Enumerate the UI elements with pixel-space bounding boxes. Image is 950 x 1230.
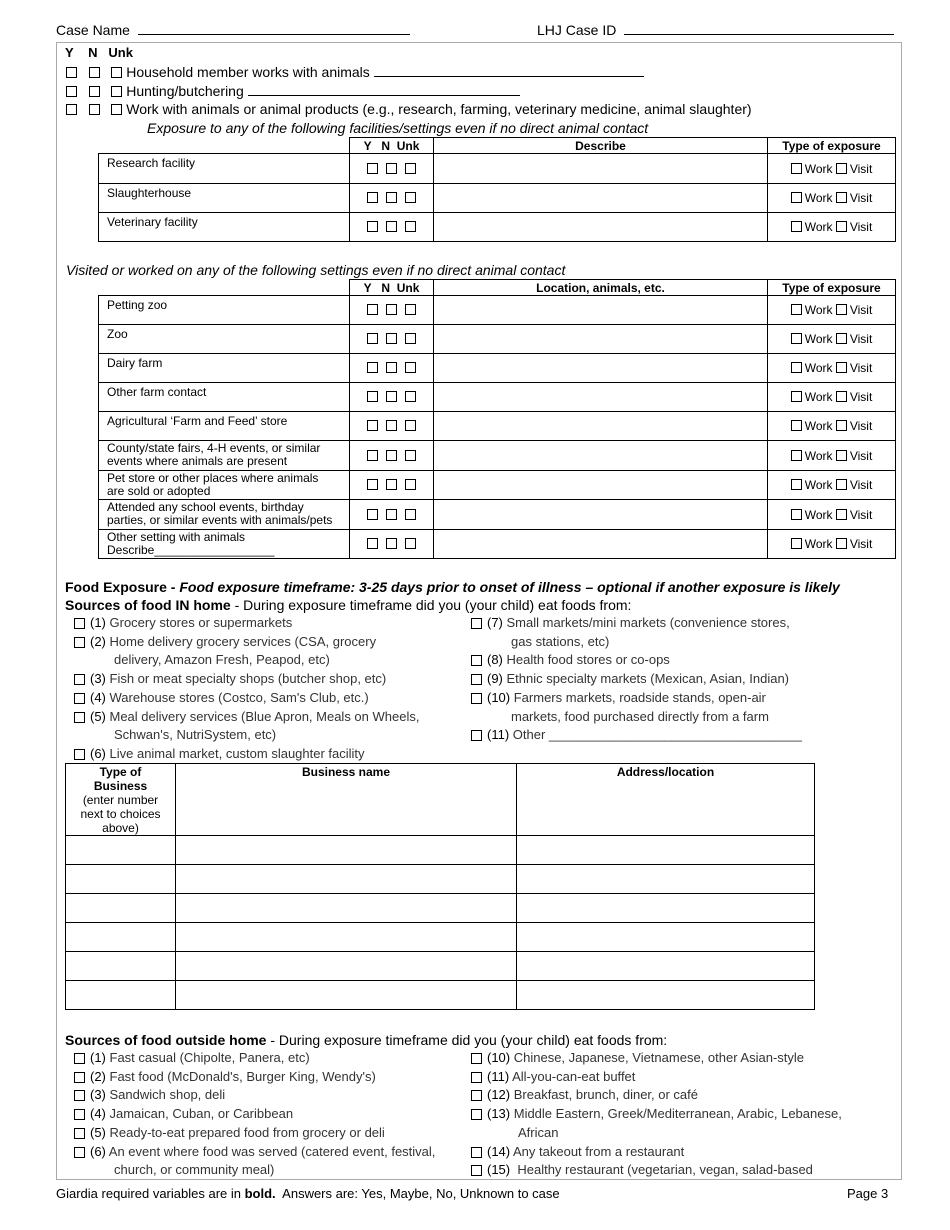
food-source-option[interactable]: (2) Fast food (McDonald's, Burger King, Wendy's) [74,1069,376,1084]
col-type-business: Type of Business (enter number next to choices above) [66,764,176,836]
checkbox-unk[interactable] [405,450,416,461]
business-name-cell[interactable] [176,952,517,981]
visit-checkbox[interactable] [836,163,847,174]
food-source-option[interactable]: (3) Sandwich shop, deli [74,1087,225,1102]
food-source-option[interactable]: (9) Ethnic specialty markets (Mexican, Asian, Indian) [471,671,789,686]
checkbox-y[interactable] [367,304,378,315]
option-checkbox[interactable] [471,1090,482,1101]
checkbox-y[interactable] [367,538,378,549]
food-source-option[interactable]: (6) Live animal market, custom slaughter facility [74,746,365,761]
checkbox-unk[interactable] [405,192,416,203]
food-source-option[interactable]: (15) Healthy restaurant (vegetarian, vegan, salad-based [471,1162,813,1177]
question-label: Work with animals or animal products (e.g., research, farming, veterinary medicine, animal slaughter) [126,101,752,117]
option-checkbox[interactable] [74,637,85,648]
business-table [65,763,815,1010]
work-checkbox[interactable] [791,304,802,315]
food-source-option[interactable]: (13) Middle Eastern, Greek/Mediterranean, Arabic, Lebanese, [471,1106,842,1121]
food-source-option[interactable]: (4) Jamaican, Cuban, or Caribbean [74,1106,293,1121]
address-cell[interactable] [517,894,815,923]
describe-cell[interactable] [434,154,768,184]
option-checkbox[interactable] [74,1072,85,1083]
option-checkbox[interactable] [74,1109,85,1120]
option-checkbox[interactable] [74,1147,85,1158]
facility-name: Research facility [99,154,350,184]
checkbox-n[interactable] [386,304,397,315]
describe-cell[interactable] [434,184,768,213]
facilities-intro: Exposure to any of the following facilities/settings even if no direct animal contact [147,120,649,136]
visit-label: Visit [849,161,873,176]
checkbox-n[interactable] [386,509,397,520]
business-name-cell[interactable] [176,981,517,1010]
location-cell[interactable] [434,471,768,500]
question-household-member[interactable] [66,64,644,80]
location-cell[interactable] [434,500,768,530]
visit-checkbox[interactable] [836,362,847,373]
option-checkbox[interactable] [74,1090,85,1101]
setting-name: Petting zoo [99,296,350,325]
visit-checkbox[interactable] [836,192,847,203]
work-label: Work [804,507,833,522]
visit-checkbox[interactable] [836,333,847,344]
checkbox-unk[interactable] [405,221,416,232]
question-label: Hunting/butchering [126,83,244,99]
col-address: Address/location [517,764,815,836]
address-cell[interactable] [517,865,815,894]
type-cell[interactable] [66,952,176,981]
visit-label: Visit [849,478,873,492]
checkbox-y[interactable] [66,86,77,97]
food-source-option[interactable]: (1) Fast casual (Chipolte, Panera, etc) [74,1050,310,1065]
checkbox-y[interactable] [367,450,378,461]
checkbox-n[interactable] [386,450,397,461]
checkbox-n[interactable] [386,362,397,373]
checkbox-y[interactable] [367,192,378,203]
checkbox-y[interactable] [367,333,378,344]
work-label: Work [804,478,833,492]
food-source-option[interactable]: (5) Ready-to-eat prepared food from grocery or deli [74,1125,385,1140]
work-label: Work [804,332,833,346]
food-source-option[interactable]: (5) Meal delivery services (Blue Apron, Meals on Wheels, [74,709,419,724]
option-checkbox[interactable] [74,674,85,685]
question-hunting[interactable] [66,83,520,99]
settings-table [98,279,896,559]
checkbox-n[interactable] [386,192,397,203]
setting-name: Attended any school events, birthday parties, or similar events with animals/pets [99,500,350,530]
col-type-exposure: Type of exposure [768,280,896,296]
food-source-option[interactable]: (10) Chinese, Japanese, Vietnamese, other Asian-style [471,1050,804,1065]
location-cell[interactable] [434,412,768,441]
table-row [99,184,896,213]
work-label: Work [804,537,833,551]
food-source-option[interactable]: (1) Grocery stores or supermarkets [74,615,292,630]
table-row [66,952,815,981]
table-row [66,923,815,952]
col-describe: Describe [434,138,768,154]
food-exposure-title: Food Exposure - Food exposure timeframe: 3-25 days prior to onset of illness – optional if another exposure is likely [65,579,840,595]
visit-checkbox[interactable] [836,479,847,490]
option-checkbox[interactable] [471,655,482,666]
location-cell[interactable] [434,441,768,471]
checkbox-y[interactable] [367,391,378,402]
address-cell[interactable] [517,923,815,952]
visit-checkbox[interactable] [836,420,847,431]
option-checkbox[interactable] [471,674,482,685]
checkbox-y[interactable] [367,509,378,520]
option-continuation: gas stations, etc) [511,633,610,649]
checkbox-y[interactable] [66,104,77,115]
food-source-option[interactable]: (3) Fish or meat specialty shops (butcher shop, etc) [74,671,386,686]
setting-name: County/state fairs, 4-H events, or similar events where animals are present [99,441,350,471]
case-name-field[interactable] [56,22,410,38]
visit-checkbox[interactable] [836,538,847,549]
visit-label: Visit [849,390,873,404]
checkbox-unk[interactable] [405,509,416,520]
page-number: Page 3 [847,1186,889,1201]
food-source-option[interactable]: (6) An event where food was served (catered event, festival, [74,1144,435,1159]
facility-name: Veterinary facility [99,213,350,242]
checkbox-n[interactable] [386,479,397,490]
question-work-with-animals[interactable] [66,101,752,117]
checkbox-unk[interactable] [405,333,416,344]
checkbox-y[interactable] [367,479,378,490]
work-checkbox[interactable] [791,450,802,461]
visit-label: Visit [849,507,873,522]
option-continuation: markets, food purchased directly from a farm [511,708,769,724]
work-checkbox[interactable] [791,163,802,174]
settings-intro: Visited or worked on any of the following settings even if no direct animal contact [66,262,566,278]
table-row [99,213,896,242]
visit-label: Visit [849,220,873,234]
table-row [66,836,815,865]
facilities-table [98,137,896,242]
option-checkbox[interactable] [74,1128,85,1139]
work-checkbox[interactable] [791,221,802,232]
setting-name: Zoo [99,325,350,354]
table-row [66,894,815,923]
visit-label: Visit [849,303,873,317]
work-checkbox[interactable] [791,333,802,344]
work-checkbox[interactable] [791,509,802,520]
option-checkbox[interactable] [74,712,85,723]
option-checkbox[interactable] [471,1165,482,1176]
option-checkbox[interactable] [74,749,85,760]
checkbox-y[interactable] [367,221,378,232]
in-home-heading: Sources of food IN home - During exposure timeframe did you (your child) eat foods from: [65,597,632,613]
visit-checkbox[interactable] [836,391,847,402]
visit-checkbox[interactable] [836,509,847,520]
type-cell[interactable] [66,836,176,865]
setting-name: Other farm contact [99,383,350,412]
work-checkbox[interactable] [791,391,802,402]
type-cell[interactable] [66,981,176,1010]
ynu-header: Y N Unk [65,45,133,60]
option-checkbox[interactable] [74,618,85,629]
visit-checkbox[interactable] [836,304,847,315]
option-checkbox[interactable] [74,1053,85,1064]
checkbox-unk[interactable] [111,86,122,97]
col-location: Location, animals, etc. [434,280,768,296]
work-checkbox[interactable] [791,479,802,490]
option-checkbox[interactable] [471,1053,482,1064]
col-ynu: Y N Unk [350,280,434,296]
checkbox-unk[interactable] [405,362,416,373]
visit-label: Visit [849,448,873,463]
checkbox-unk[interactable] [111,67,122,78]
checkbox-n[interactable] [386,420,397,431]
option-checkbox[interactable] [471,730,482,741]
business-name-cell[interactable] [176,865,517,894]
checkbox-n[interactable] [386,333,397,344]
visit-checkbox[interactable] [836,450,847,461]
table-row [99,412,896,441]
checkbox-unk[interactable] [405,391,416,402]
checkbox-unk[interactable] [405,163,416,174]
food-source-option[interactable]: (11) All-you-can-eat buffet [471,1069,635,1084]
table-row [99,530,896,559]
checkbox-y[interactable] [367,420,378,431]
work-label: Work [804,161,833,176]
option-checkbox[interactable] [471,1109,482,1120]
business-name-cell[interactable] [176,836,517,865]
col-ynu: Y N Unk [350,138,434,154]
option-checkbox[interactable] [74,693,85,704]
table-row [99,154,896,184]
table-row [66,865,815,894]
visit-label: Visit [849,361,873,375]
outside-home-heading: Sources of food outside home - During exposure timeframe did you (your child) eat foods from: [65,1032,668,1048]
checkbox-y[interactable] [367,362,378,373]
work-checkbox[interactable] [791,420,802,431]
case-name-label: Case Name [56,22,130,38]
work-label: Work [804,448,833,463]
lhj-case-id-label: LHJ Case ID [537,22,617,38]
work-checkbox[interactable] [791,538,802,549]
visit-label: Visit [849,332,873,346]
type-cell[interactable] [66,894,176,923]
visit-label: Visit [849,537,873,551]
checkbox-unk[interactable] [405,479,416,490]
location-cell[interactable] [434,530,768,559]
food-source-option[interactable]: (8) Health food stores or co-ops [471,652,670,667]
location-cell[interactable] [434,354,768,383]
visit-checkbox[interactable] [836,221,847,232]
visit-label: Visit [849,191,873,205]
question-label: Household member works with animals [126,64,370,80]
food-source-option[interactable]: (7) Small markets/mini markets (convenience stores, [471,615,790,630]
setting-name: Other setting with animals Describe__________________ [99,530,350,559]
food-source-option[interactable]: (2) Home delivery grocery services (CSA, grocery [74,634,376,649]
work-label: Work [804,220,833,234]
option-checkbox[interactable] [471,693,482,704]
checkbox-unk[interactable] [405,420,416,431]
work-label: Work [804,361,833,375]
business-name-cell[interactable] [176,923,517,952]
setting-name: Agricultural ‘Farm and Feed’ store [99,412,350,441]
option-continuation: delivery, Amazon Fresh, Peapod, etc) [114,652,330,668]
lhj-case-id-field[interactable] [537,22,894,38]
type-cell[interactable] [66,865,176,894]
table-row [99,500,896,530]
checkbox-unk[interactable] [111,104,122,115]
table-row [99,354,896,383]
setting-name: Pet store or other places where animals are sold or adopted [99,471,350,500]
address-cell[interactable] [517,981,815,1010]
location-cell[interactable] [434,383,768,412]
work-label: Work [804,191,833,205]
checkbox-n[interactable] [89,104,100,115]
checkbox-unk[interactable] [405,304,416,315]
checkbox-y[interactable] [367,163,378,174]
business-name-cell[interactable] [176,894,517,923]
work-label: Work [804,303,833,317]
table-row [99,296,896,325]
food-source-option[interactable]: (4) Warehouse stores (Costco, Sam's Club, etc.) [74,690,369,705]
facility-name: Slaughterhouse [99,184,350,213]
address-cell[interactable] [517,836,815,865]
checkbox-n[interactable] [386,391,397,402]
checkbox-n[interactable] [89,86,100,97]
table-row [66,981,815,1010]
checkbox-n[interactable] [89,67,100,78]
location-cell[interactable] [434,296,768,325]
work-checkbox[interactable] [791,362,802,373]
checkbox-y[interactable] [66,67,77,78]
type-cell[interactable] [66,923,176,952]
food-source-option[interactable]: (10) Farmers markets, roadside stands, open-air [471,690,766,705]
visit-label: Visit [849,419,873,433]
table-row [99,325,896,354]
location-cell[interactable] [434,325,768,354]
option-continuation: church, or community meal) [114,1162,275,1178]
food-source-option[interactable]: (14) Any takeout from a restaurant [471,1144,684,1159]
work-checkbox[interactable] [791,192,802,203]
checkbox-n[interactable] [386,163,397,174]
checkbox-n[interactable] [386,538,397,549]
table-row [99,471,896,500]
option-checkbox[interactable] [471,618,482,629]
option-continuation: Schwan's, NutriSystem, etc) [114,727,277,743]
col-business-name: Business name [176,764,517,836]
checkbox-unk[interactable] [405,538,416,549]
option-checkbox[interactable] [471,1072,482,1083]
address-cell[interactable] [517,952,815,981]
food-source-option[interactable]: (12) Breakfast, brunch, diner, or café [471,1087,698,1102]
checkbox-n[interactable] [386,221,397,232]
footer-note: Giardia required variables are in bold. Answers are: Yes, Maybe, No, Unknown to case [56,1186,560,1201]
food-source-option[interactable]: (11) Other ___________________________________ [471,727,802,742]
table-row [99,383,896,412]
work-label: Work [804,390,833,404]
col-type-exposure: Type of exposure [768,138,896,154]
option-continuation: African [518,1124,559,1140]
describe-cell[interactable] [434,213,768,242]
option-checkbox[interactable] [471,1147,482,1158]
table-row [99,441,896,471]
work-label: Work [804,419,833,433]
setting-name: Dairy farm [99,354,350,383]
